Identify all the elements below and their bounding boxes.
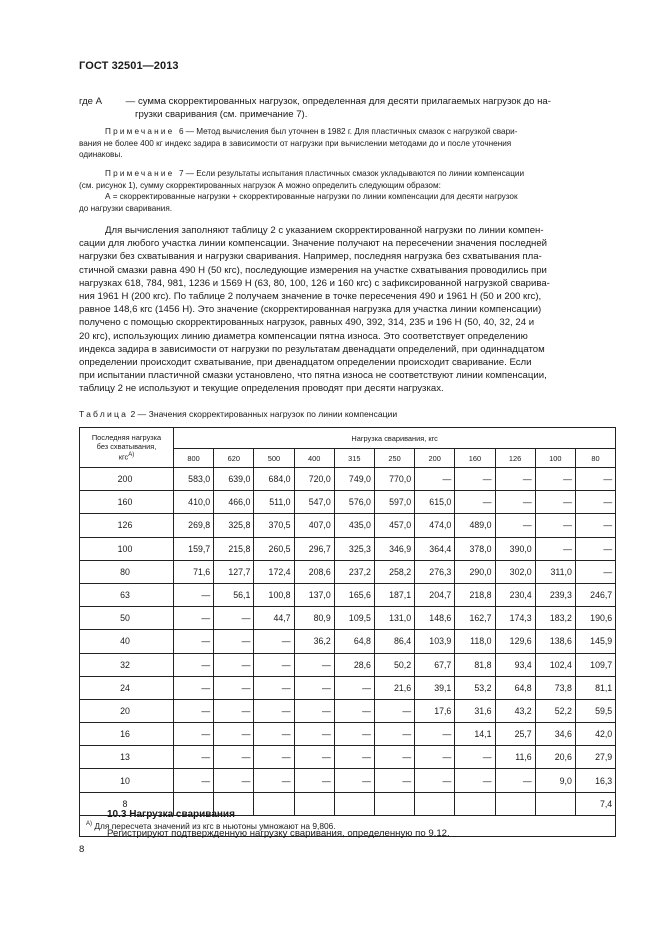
footnote-mark: А) bbox=[86, 821, 92, 828]
table-cell: 237,2 bbox=[334, 560, 374, 583]
table-cell: 190,6 bbox=[575, 607, 615, 630]
column-header: 315 bbox=[334, 449, 374, 468]
row-load-cell: 40 bbox=[80, 630, 174, 653]
table-cell: — bbox=[374, 769, 414, 792]
table-cell: — bbox=[174, 676, 214, 699]
table-cell: 86,4 bbox=[374, 630, 414, 653]
table-row bbox=[80, 491, 616, 514]
where-line-1: сумма скорректированных нагрузок, определенная для десяти прилагаемых нагрузок до на- bbox=[137, 96, 551, 107]
table-cell: — bbox=[254, 699, 294, 722]
table-cell: — bbox=[174, 607, 214, 630]
paragraph-line: нагрузках 618, 784, 981, 1236 и 1569 Н (63, 80, 100, 126 и 160 кгс) с зафиксированной нагрузкой сварива- bbox=[79, 277, 550, 289]
table-cell: 36,2 bbox=[294, 630, 334, 653]
table-cell: — bbox=[575, 491, 615, 514]
paragraph-line: стичной смазки равна 490 Н (50 кгс), последующие измерения на участке схватывания проводились при bbox=[79, 264, 547, 276]
table-cell: 109,7 bbox=[575, 653, 615, 676]
column-header: 800 bbox=[174, 449, 214, 468]
table-cell: 20,6 bbox=[535, 746, 575, 769]
table-row bbox=[80, 514, 616, 537]
table-cell: 290,0 bbox=[455, 560, 495, 583]
table-cell: 378,0 bbox=[455, 537, 495, 560]
weld-load-header: Нагрузка сваривания, кгс bbox=[174, 428, 616, 449]
row-load-cell: 8 bbox=[80, 792, 174, 815]
column-header: 500 bbox=[254, 449, 294, 468]
table-caption bbox=[79, 409, 615, 419]
row-load-cell: 63 bbox=[80, 583, 174, 606]
table-cell: — bbox=[174, 630, 214, 653]
page-number: 8 bbox=[79, 844, 85, 855]
table-cell: 230,4 bbox=[495, 583, 535, 606]
table-cell: 59,5 bbox=[575, 699, 615, 722]
table-cell: — bbox=[455, 491, 495, 514]
table-cell: 269,8 bbox=[174, 514, 214, 537]
table-cell: — bbox=[294, 653, 334, 676]
table-cell: 311,0 bbox=[535, 560, 575, 583]
table-cell: — bbox=[174, 746, 214, 769]
table-cell: 67,7 bbox=[415, 653, 455, 676]
table-cell: 174,3 bbox=[495, 607, 535, 630]
table-cell bbox=[254, 792, 294, 815]
note-7-line-3: А = скорректированные нагрузки + скорректированные нагрузки по линии компенсации для десяти нагрузок bbox=[105, 192, 518, 201]
table-cell: 302,0 bbox=[495, 560, 535, 583]
table-cell: — bbox=[294, 769, 334, 792]
row-load-cell: 160 bbox=[80, 491, 174, 514]
table-row bbox=[80, 769, 616, 792]
row-load-cell: 10 bbox=[80, 769, 174, 792]
table-cell: — bbox=[254, 769, 294, 792]
table-cell: — bbox=[415, 769, 455, 792]
table-cell: 410,0 bbox=[174, 491, 214, 514]
table-cell: 172,4 bbox=[254, 560, 294, 583]
table-cell: 407,0 bbox=[294, 514, 334, 537]
note-7-line-1: 7 — Если результаты испытания пластичных смазок укладываются по линии компенсации bbox=[178, 169, 525, 178]
table-cell: — bbox=[334, 769, 374, 792]
corner-line-3: кгс bbox=[118, 452, 129, 462]
table-cell: — bbox=[495, 769, 535, 792]
row-load-cell: 20 bbox=[80, 699, 174, 722]
table-cell: — bbox=[214, 699, 254, 722]
section-text: Регистрируют подтвержденную нагрузку сваривания, определенную по 9.12. bbox=[107, 828, 450, 839]
table-cell: 52,2 bbox=[535, 699, 575, 722]
table-cell: 239,3 bbox=[535, 583, 575, 606]
table-cell: 42,0 bbox=[575, 723, 615, 746]
where-definition bbox=[79, 95, 615, 121]
table-cell: 148,6 bbox=[415, 607, 455, 630]
table-cell: 31,6 bbox=[455, 699, 495, 722]
table-cell: — bbox=[495, 468, 535, 491]
section-title: 10.3 Нагрузка сваривания bbox=[107, 809, 235, 820]
paragraph-line: 20 кгс), использующих линию диаметра компенсации пятна износа. Это соответствует определению bbox=[79, 330, 528, 342]
table-row bbox=[80, 560, 616, 583]
paragraph-line: получено с помощью скорректированных нагрузок, равных 490, 392, 314, 235 и 196 Н (50, 40, 32, 24 и bbox=[79, 317, 535, 329]
table-cell: 770,0 bbox=[374, 468, 414, 491]
table-cell: 187,1 bbox=[374, 583, 414, 606]
table-cell: 684,0 bbox=[254, 468, 294, 491]
paragraph-line: таблицу 2 не используют и текущие определения проводят при десяти нагрузках. bbox=[79, 383, 444, 395]
table-cell: — bbox=[495, 514, 535, 537]
table-row bbox=[80, 746, 616, 769]
table-cell: 576,0 bbox=[334, 491, 374, 514]
table-cell: 749,0 bbox=[334, 468, 374, 491]
column-header: 100 bbox=[535, 449, 575, 468]
column-header: 160 bbox=[455, 449, 495, 468]
table-cell: — bbox=[254, 653, 294, 676]
row-load-cell: 50 bbox=[80, 607, 174, 630]
row-load-cell: 13 bbox=[80, 746, 174, 769]
table-cell: — bbox=[374, 746, 414, 769]
row-load-cell: 32 bbox=[80, 653, 174, 676]
table-cell: 34,6 bbox=[535, 723, 575, 746]
table-cell: 28,6 bbox=[334, 653, 374, 676]
table-cell: — bbox=[495, 491, 535, 514]
column-header: 400 bbox=[294, 449, 334, 468]
table-cell: 218,8 bbox=[455, 583, 495, 606]
table-cell: — bbox=[254, 676, 294, 699]
table-cell: 109,5 bbox=[334, 607, 374, 630]
table-cell: 50,2 bbox=[374, 653, 414, 676]
paragraph-line: равное 148,6 кгс (1456 Н). Это значение (скорректированная нагрузка для участка линии компенсации) bbox=[79, 304, 542, 316]
table-cell: 73,8 bbox=[535, 676, 575, 699]
table-cell: 204,7 bbox=[415, 583, 455, 606]
note-6-label: Примечание bbox=[105, 127, 175, 136]
table-cell: 129,6 bbox=[495, 630, 535, 653]
row-load-cell: 80 bbox=[80, 560, 174, 583]
table-row bbox=[80, 676, 616, 699]
table-cell: — bbox=[174, 699, 214, 722]
paragraph-line: Для вычисления заполняют таблицу 2 с указанием скорректированной нагрузки по линии компен- bbox=[105, 225, 544, 236]
footnote-text: Для пересчета значений из кгс в ньютоны умножают на 9,806. bbox=[92, 820, 336, 831]
table-cell: 53,2 bbox=[455, 676, 495, 699]
table-cell: 14,1 bbox=[455, 723, 495, 746]
note-7-label: Примечание bbox=[105, 169, 175, 178]
table-cell: 208,6 bbox=[294, 560, 334, 583]
table-cell: — bbox=[575, 468, 615, 491]
table-cell: 9,0 bbox=[535, 769, 575, 792]
table-cell: — bbox=[294, 746, 334, 769]
table-row bbox=[80, 653, 616, 676]
table-cell: 615,0 bbox=[415, 491, 455, 514]
table-cell: 56,1 bbox=[214, 583, 254, 606]
row-load-cell: 24 bbox=[80, 676, 174, 699]
table-cell: 81,8 bbox=[455, 653, 495, 676]
table-caption-text: 2 — Значения скорректированных нагрузок по линии компенсации bbox=[130, 409, 398, 419]
table-cell: — bbox=[575, 537, 615, 560]
note-7-line-4: до нагрузки сваривания. bbox=[79, 203, 173, 213]
table-cell: 44,7 bbox=[254, 607, 294, 630]
table-cell: 720,0 bbox=[294, 468, 334, 491]
table-cell: 547,0 bbox=[294, 491, 334, 514]
table-row bbox=[80, 607, 616, 630]
table-cell bbox=[294, 792, 334, 815]
body-paragraph bbox=[79, 224, 615, 396]
note-6 bbox=[79, 126, 615, 161]
table-cell: 215,8 bbox=[214, 537, 254, 560]
where-dash: — bbox=[125, 96, 136, 107]
table-cell: — bbox=[254, 723, 294, 746]
column-header: 200 bbox=[415, 449, 455, 468]
table-cell: — bbox=[455, 468, 495, 491]
column-header: 126 bbox=[495, 449, 535, 468]
table-cell: 183,2 bbox=[535, 607, 575, 630]
table-cell bbox=[455, 792, 495, 815]
table-cell: — bbox=[254, 630, 294, 653]
table-cell: 7,4 bbox=[575, 792, 615, 815]
table-corner-header bbox=[80, 428, 174, 468]
table-row bbox=[80, 723, 616, 746]
where-term: где А bbox=[79, 96, 103, 107]
paragraph-line: нагрузки без схватывания и нагрузки сваривания. Например, последняя нагрузка без схватывания пла- bbox=[79, 251, 542, 263]
note-7-line-2: (см. рисунок 1), сумму скорректированных нагрузок А можно определить следующим образом: bbox=[79, 180, 441, 190]
table-cell: 93,4 bbox=[495, 653, 535, 676]
table-cell: — bbox=[174, 769, 214, 792]
table-cell: 25,7 bbox=[495, 723, 535, 746]
table-cell: — bbox=[535, 514, 575, 537]
corner-line-1: Последняя нагрузка bbox=[91, 433, 162, 443]
table-cell: — bbox=[254, 746, 294, 769]
table-cell: 276,3 bbox=[415, 560, 455, 583]
table-cell: 260,5 bbox=[254, 537, 294, 560]
table-cell: — bbox=[174, 653, 214, 676]
table-cell: 137,0 bbox=[294, 583, 334, 606]
table-cell: — bbox=[214, 746, 254, 769]
table-cell: 81,1 bbox=[575, 676, 615, 699]
table-cell: — bbox=[334, 676, 374, 699]
table-caption-label: Таблица bbox=[79, 409, 129, 419]
table-cell: 21,6 bbox=[374, 676, 414, 699]
table-cell: — bbox=[415, 468, 455, 491]
where-line-2: грузки сваривания (см. примечание 7). bbox=[135, 109, 308, 120]
table-cell: 325,8 bbox=[214, 514, 254, 537]
column-header: 620 bbox=[214, 449, 254, 468]
table-cell: — bbox=[374, 699, 414, 722]
table-row bbox=[80, 699, 616, 722]
table-cell: — bbox=[294, 676, 334, 699]
table-cell: 17,6 bbox=[415, 699, 455, 722]
paragraph-line: ния 1961 Н (200 кгс). По таблице 2 получаем значение в точке пересечения 490 и 1961 Н (50 и 200 кгс), bbox=[79, 291, 542, 303]
table-cell: 639,0 bbox=[214, 468, 254, 491]
table-row bbox=[80, 468, 616, 491]
corner-footnote-mark: А) bbox=[128, 452, 135, 459]
note-6-line-1: 6 — Метод вычисления был уточнен в 1982 г. Для пластичных смазок с нагрузкой свари- bbox=[178, 127, 518, 136]
table-cell: — bbox=[374, 723, 414, 746]
table-cell: — bbox=[334, 723, 374, 746]
table-cell: — bbox=[455, 769, 495, 792]
note-6-line-2: вания не более 400 кг индекс задира в зависимости от нагрузки при вычислении методами до и после уточнения bbox=[79, 138, 512, 148]
table-cell: — bbox=[294, 699, 334, 722]
row-load-cell: 126 bbox=[80, 514, 174, 537]
paragraph-line: индекса задира в зависимости от нагрузки по результатам двенадцати определений, при одиннадцатом bbox=[79, 343, 545, 355]
table-cell: 64,8 bbox=[334, 630, 374, 653]
table-cell bbox=[334, 792, 374, 815]
table-row bbox=[80, 537, 616, 560]
table-cell: 39,1 bbox=[415, 676, 455, 699]
table-cell: 466,0 bbox=[214, 491, 254, 514]
table-cell: 296,7 bbox=[294, 537, 334, 560]
table-cell: — bbox=[415, 723, 455, 746]
table-cell: — bbox=[575, 560, 615, 583]
table-cell: 162,7 bbox=[455, 607, 495, 630]
page-header: ГОСТ 32501—2013 bbox=[79, 60, 179, 72]
table-cell bbox=[535, 792, 575, 815]
table-cell: 118,0 bbox=[455, 630, 495, 653]
table-cell: 100,8 bbox=[254, 583, 294, 606]
table-row bbox=[80, 583, 616, 606]
table-cell bbox=[415, 792, 455, 815]
table-cell: 159,7 bbox=[174, 537, 214, 560]
paragraph-line: при испытании пластичной смазки установлено, что пятна износа не соответствуют линии компенсации, bbox=[79, 370, 547, 382]
table-cell bbox=[495, 792, 535, 815]
table-cell: 370,5 bbox=[254, 514, 294, 537]
table-cell: 435,0 bbox=[334, 514, 374, 537]
table-cell: — bbox=[334, 699, 374, 722]
column-header: 250 bbox=[374, 449, 414, 468]
row-load-cell: 200 bbox=[80, 468, 174, 491]
table-cell: — bbox=[535, 468, 575, 491]
table-cell: — bbox=[575, 514, 615, 537]
weld-load-table bbox=[79, 427, 616, 837]
table-cell: — bbox=[294, 723, 334, 746]
table-cell: 145,9 bbox=[575, 630, 615, 653]
table-cell: — bbox=[214, 630, 254, 653]
table-cell bbox=[374, 792, 414, 815]
table-cell: 258,2 bbox=[374, 560, 414, 583]
table-cell: — bbox=[214, 723, 254, 746]
row-load-cell: 16 bbox=[80, 723, 174, 746]
table-cell: 80,9 bbox=[294, 607, 334, 630]
table-cell: 138,6 bbox=[535, 630, 575, 653]
table-cell: 11,6 bbox=[495, 746, 535, 769]
note-7 bbox=[79, 168, 615, 214]
table-cell: — bbox=[214, 653, 254, 676]
table-cell: 165,6 bbox=[334, 583, 374, 606]
table-cell: — bbox=[214, 769, 254, 792]
table-cell: 597,0 bbox=[374, 491, 414, 514]
table-cell: 16,3 bbox=[575, 769, 615, 792]
table-cell: — bbox=[174, 583, 214, 606]
table-cell: 127,7 bbox=[214, 560, 254, 583]
table-cell: 457,0 bbox=[374, 514, 414, 537]
note-6-line-3: одинаковы. bbox=[79, 150, 123, 159]
table-cell: 346,9 bbox=[374, 537, 414, 560]
table-cell: — bbox=[535, 491, 575, 514]
table-cell: 43,2 bbox=[495, 699, 535, 722]
table-cell: 364,4 bbox=[415, 537, 455, 560]
table-cell: — bbox=[415, 746, 455, 769]
table-cell: 390,0 bbox=[495, 537, 535, 560]
table-cell: — bbox=[214, 676, 254, 699]
table-cell: 27,9 bbox=[575, 746, 615, 769]
table-cell: 102,4 bbox=[535, 653, 575, 676]
column-header: 80 bbox=[575, 449, 615, 468]
table-cell: 71,6 bbox=[174, 560, 214, 583]
table-cell: 131,0 bbox=[374, 607, 414, 630]
row-load-cell: 100 bbox=[80, 537, 174, 560]
table-cell: — bbox=[174, 723, 214, 746]
table-cell: 103,9 bbox=[415, 630, 455, 653]
paragraph-line: сации для любого участка линии компенсации. Значение получают на пересечении значения последней bbox=[79, 238, 548, 250]
table-cell: 246,7 bbox=[575, 583, 615, 606]
table-cell: 489,0 bbox=[455, 514, 495, 537]
corner-line-2: без схватывания, bbox=[96, 442, 157, 452]
table-cell: — bbox=[214, 607, 254, 630]
table-cell: 474,0 bbox=[415, 514, 455, 537]
table-cell: — bbox=[535, 537, 575, 560]
table-cell: 64,8 bbox=[495, 676, 535, 699]
table-cell: 511,0 bbox=[254, 491, 294, 514]
table-body bbox=[80, 468, 616, 816]
table-row bbox=[80, 630, 616, 653]
table-cell: 583,0 bbox=[174, 468, 214, 491]
table-cell: 325,3 bbox=[334, 537, 374, 560]
table-cell: — bbox=[334, 746, 374, 769]
paragraph-line: определении происходит схватывание, при двенадцатом определении происходит сваривание. Если bbox=[79, 357, 532, 369]
table-cell: — bbox=[455, 746, 495, 769]
